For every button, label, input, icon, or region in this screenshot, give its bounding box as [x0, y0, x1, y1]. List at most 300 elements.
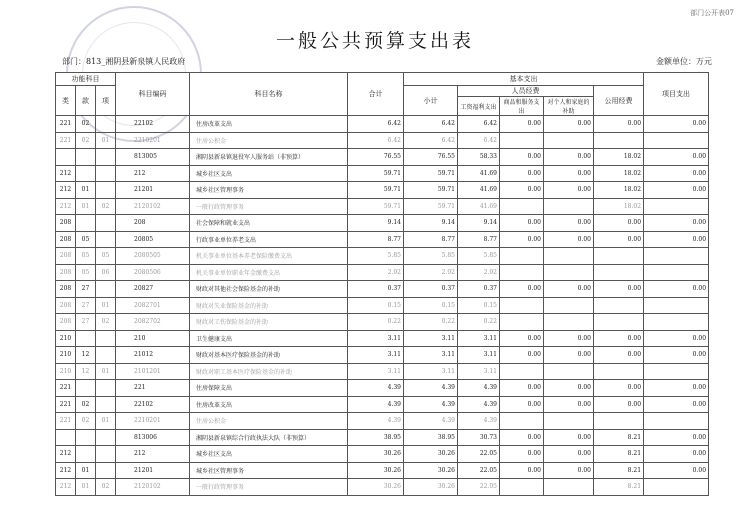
- header-public: 公用经费: [594, 86, 644, 116]
- cell-kuan: 01: [76, 198, 96, 215]
- cell-goods: 0.00: [500, 429, 544, 446]
- table-row: [56, 380, 709, 397]
- cell-subtotal: 30.26: [404, 446, 458, 463]
- table-row: [56, 330, 709, 347]
- cell-project: 0.00: [644, 380, 709, 397]
- cell-code: 20805: [116, 231, 190, 248]
- cell-public: 18.02: [594, 165, 644, 182]
- cell-wages: 2.92: [458, 264, 500, 281]
- table-row: [56, 429, 709, 446]
- cell-subsidy: 0.00: [544, 462, 594, 479]
- cell-total: 4.39: [348, 380, 404, 397]
- cell-subtotal: 59.71: [404, 165, 458, 182]
- cell-xiang: [96, 182, 116, 199]
- cell-code: 22102: [116, 396, 190, 413]
- cell-goods: 0.00: [500, 165, 544, 182]
- cell-project: 0.00: [644, 149, 709, 166]
- cell-lei: 212: [56, 462, 76, 479]
- cell-subtotal: 3.11: [404, 330, 458, 347]
- table-row: [56, 165, 709, 182]
- cell-kuan: 01: [76, 479, 96, 496]
- header-lei: 类: [56, 86, 76, 116]
- cell-name: 城乡社区管理事务: [190, 182, 348, 199]
- cell-subsidy: [544, 413, 594, 430]
- cell-wages: 4.39: [458, 396, 500, 413]
- cell-subtotal: 76.55: [404, 149, 458, 166]
- cell-subsidy: [544, 198, 594, 215]
- cell-total: 3.11: [348, 347, 404, 364]
- table-row: [56, 479, 709, 496]
- cell-project: 0.00: [644, 182, 709, 199]
- cell-name: 财政对工伤保险基金的补助: [190, 314, 348, 331]
- cell-subsidy: 0.00: [544, 330, 594, 347]
- cell-xiang: [96, 116, 116, 133]
- header-subtotal: 小计: [404, 86, 458, 116]
- cell-total: 6.42: [348, 132, 404, 149]
- cell-code: 2120102: [116, 479, 190, 496]
- cell-code: 2120102: [116, 198, 190, 215]
- cell-goods: 0.00: [500, 149, 544, 166]
- cell-subsidy: 0.00: [544, 165, 594, 182]
- cell-wages: 4.39: [458, 380, 500, 397]
- cell-lei: 212: [56, 198, 76, 215]
- table-row: [56, 462, 709, 479]
- table-row: [56, 198, 709, 215]
- cell-subtotal: 0.15: [404, 297, 458, 314]
- cell-kuan: 02: [76, 116, 96, 133]
- cell-lei: 221: [56, 116, 76, 133]
- cell-xiang: 01: [96, 363, 116, 380]
- cell-project: [644, 413, 709, 430]
- cell-lei: 221: [56, 396, 76, 413]
- cell-code: 208: [116, 215, 190, 232]
- cell-subsidy: 0.00: [544, 446, 594, 463]
- cell-project: 0.00: [644, 281, 709, 298]
- cell-code: 21012: [116, 347, 190, 364]
- cell-code: 2080505: [116, 248, 190, 265]
- cell-subtotal: 8.77: [404, 231, 458, 248]
- cell-name: 社会保障和就业支出: [190, 215, 348, 232]
- table-row: [56, 264, 709, 281]
- cell-code: 2082701: [116, 297, 190, 314]
- cell-public: 0.00: [594, 330, 644, 347]
- header-wages: 工资福利支出: [458, 97, 500, 116]
- cell-subtotal: 59.71: [404, 198, 458, 215]
- cell-goods: 0.00: [500, 446, 544, 463]
- cell-code: 22102: [116, 116, 190, 133]
- cell-kuan: 27: [76, 297, 96, 314]
- cell-xiang: [96, 231, 116, 248]
- cell-wages: 41.69: [458, 165, 500, 182]
- cell-public: 18.02: [594, 198, 644, 215]
- page-title: 一般公共预算支出表: [275, 30, 474, 52]
- cell-goods: [500, 132, 544, 149]
- cell-xiang: [96, 215, 116, 232]
- cell-subtotal: 5.85: [404, 248, 458, 265]
- table-row: [56, 149, 709, 166]
- cell-total: 76.55: [348, 149, 404, 166]
- cell-code: 813005: [116, 149, 190, 166]
- cell-wages: 6.42: [458, 132, 500, 149]
- cell-xiang: [96, 149, 116, 166]
- cell-name: 湘阴县新泉镇退役军人服务站（非预算）: [190, 149, 348, 166]
- cell-xiang: [96, 446, 116, 463]
- cell-kuan: 12: [76, 363, 96, 380]
- cell-xiang: [96, 165, 116, 182]
- cell-wages: 3.11: [458, 330, 500, 347]
- cell-project: [644, 479, 709, 496]
- cell-lei: 208: [56, 314, 76, 331]
- cell-project: 0.00: [644, 462, 709, 479]
- cell-code: 2210201: [116, 132, 190, 149]
- cell-total: 30.26: [348, 446, 404, 463]
- cell-name: 城乡社区支出: [190, 165, 348, 182]
- cell-goods: 0.00: [500, 182, 544, 199]
- cell-xiang: [96, 330, 116, 347]
- cell-subsidy: 0.00: [544, 281, 594, 298]
- cell-public: 8.21: [594, 446, 644, 463]
- cell-subtotal: 0.22: [404, 314, 458, 331]
- cell-wages: 22.05: [458, 479, 500, 496]
- cell-lei: [56, 149, 76, 166]
- cell-project: 0.00: [644, 446, 709, 463]
- cell-code: 212: [116, 446, 190, 463]
- table-row: [56, 281, 709, 298]
- cell-code: 21201: [116, 462, 190, 479]
- header-personnel: 人员经费: [458, 86, 594, 97]
- cell-total: 59.71: [348, 165, 404, 182]
- cell-subsidy: 0.00: [544, 380, 594, 397]
- cell-subtotal: 3.11: [404, 347, 458, 364]
- cell-goods: [500, 248, 544, 265]
- cell-lei: 208: [56, 231, 76, 248]
- cell-lei: 221: [56, 132, 76, 149]
- table-row: [56, 396, 709, 413]
- cell-subsidy: 0.00: [544, 429, 594, 446]
- cell-kuan: [76, 215, 96, 232]
- cell-name: 住房保障支出: [190, 380, 348, 397]
- cell-code: 2082702: [116, 314, 190, 331]
- cell-kuan: 05: [76, 231, 96, 248]
- cell-lei: 208: [56, 264, 76, 281]
- header-subject-name: 科目名称: [190, 73, 348, 116]
- cell-subtotal: 4.39: [404, 396, 458, 413]
- cell-name: 行政事业单位养老支出: [190, 231, 348, 248]
- cell-public: 18.02: [594, 149, 644, 166]
- cell-public: 0.00: [594, 116, 644, 133]
- table-row: [56, 314, 709, 331]
- cell-kuan: [76, 446, 96, 463]
- cell-project: [644, 297, 709, 314]
- cell-lei: 208: [56, 215, 76, 232]
- cell-project: [644, 264, 709, 281]
- cell-wages: 58.33: [458, 149, 500, 166]
- cell-public: 0.00: [594, 396, 644, 413]
- cell-total: 59.71: [348, 182, 404, 199]
- cell-code: 20827: [116, 281, 190, 298]
- cell-subsidy: 0.00: [544, 396, 594, 413]
- cell-wages: 22.05: [458, 462, 500, 479]
- cell-wages: 0.37: [458, 281, 500, 298]
- cell-kuan: 01: [76, 462, 96, 479]
- cell-lei: 210: [56, 330, 76, 347]
- cell-goods: [500, 314, 544, 331]
- cell-wages: 22.05: [458, 446, 500, 463]
- cell-public: 0.00: [594, 347, 644, 364]
- cell-project: [644, 198, 709, 215]
- cell-total: 38.95: [348, 429, 404, 446]
- cell-goods: 0.00: [500, 380, 544, 397]
- cell-kuan: [76, 330, 96, 347]
- cell-kuan: [76, 165, 96, 182]
- cell-subtotal: 6.42: [404, 132, 458, 149]
- cell-code: 210: [116, 330, 190, 347]
- cell-lei: 210: [56, 363, 76, 380]
- cell-total: 0.15: [348, 297, 404, 314]
- cell-public: [594, 248, 644, 265]
- table-row: [56, 347, 709, 364]
- cell-total: 30.26: [348, 479, 404, 496]
- cell-code: 2210201: [116, 413, 190, 430]
- cell-lei: [56, 429, 76, 446]
- header-func-subject: 功能科目: [56, 73, 116, 86]
- cell-lei: 208: [56, 297, 76, 314]
- cell-goods: [500, 413, 544, 430]
- cell-lei: 212: [56, 446, 76, 463]
- cell-goods: [500, 363, 544, 380]
- cell-xiang: [96, 380, 116, 397]
- cell-lei: 212: [56, 479, 76, 496]
- cell-wages: 6.42: [458, 116, 500, 133]
- cell-total: 0.22: [348, 314, 404, 331]
- cell-goods: [500, 297, 544, 314]
- cell-goods: 0.00: [500, 231, 544, 248]
- cell-lei: 210: [56, 347, 76, 364]
- cell-project: 0.00: [644, 116, 709, 133]
- cell-xiang: 01: [96, 413, 116, 430]
- cell-kuan: [76, 149, 96, 166]
- header-subject-code: 科目编码: [116, 73, 190, 116]
- cell-project: [644, 132, 709, 149]
- cell-wages: 3.11: [458, 347, 500, 364]
- cell-xiang: 01: [96, 132, 116, 149]
- cell-project: 0.00: [644, 429, 709, 446]
- cell-public: 8.21: [594, 479, 644, 496]
- cell-xiang: 05: [96, 248, 116, 265]
- cell-xiang: 02: [96, 198, 116, 215]
- cell-goods: 0.00: [500, 462, 544, 479]
- cell-wages: 5.85: [458, 248, 500, 265]
- cell-xiang: 01: [96, 297, 116, 314]
- cell-lei: 221: [56, 380, 76, 397]
- cell-goods: 0.00: [500, 116, 544, 133]
- cell-name: 一般行政管理事务: [190, 479, 348, 496]
- cell-wages: 8.77: [458, 231, 500, 248]
- header-kuan: 款: [76, 86, 96, 116]
- cell-public: [594, 132, 644, 149]
- cell-xiang: [96, 462, 116, 479]
- expenditure-table: [55, 72, 709, 496]
- table-row: [56, 297, 709, 314]
- cell-wages: 3.11: [458, 363, 500, 380]
- cell-subsidy: [544, 314, 594, 331]
- header-project: 项目支出: [644, 73, 709, 116]
- cell-kuan: 12: [76, 347, 96, 364]
- table-row: [56, 413, 709, 430]
- cell-name: 财政对职工基本医疗保险基金的补助: [190, 363, 348, 380]
- table-row: [56, 182, 709, 199]
- cell-name: 财政对失业保险基金的补助: [190, 297, 348, 314]
- cell-total: 4.39: [348, 396, 404, 413]
- cell-subtotal: 3.11: [404, 363, 458, 380]
- table-row: [56, 248, 709, 265]
- cell-xiang: 02: [96, 314, 116, 331]
- header-goods: 商品和服务支出: [500, 97, 544, 116]
- cell-name: 住房公积金: [190, 132, 348, 149]
- cell-code: 221: [116, 380, 190, 397]
- cell-xiang: [96, 281, 116, 298]
- cell-subsidy: 0.00: [544, 215, 594, 232]
- cell-total: 9.14: [348, 215, 404, 232]
- cell-public: 8.21: [594, 429, 644, 446]
- cell-xiang: [96, 347, 116, 364]
- cell-name: 机关事业单位基本养老保险缴费支出: [190, 248, 348, 265]
- cell-public: 0.00: [594, 281, 644, 298]
- cell-name: 机关事业单位职业年金缴费支出: [190, 264, 348, 281]
- header-basic-expense: 基本支出: [404, 73, 644, 86]
- cell-total: 5.85: [348, 248, 404, 265]
- cell-code: 813006: [116, 429, 190, 446]
- cell-public: 0.00: [594, 231, 644, 248]
- table-row: [56, 231, 709, 248]
- cell-subtotal: 4.39: [404, 413, 458, 430]
- cell-name: 住房公积金: [190, 413, 348, 430]
- cell-total: 6.42: [348, 116, 404, 133]
- cell-goods: 0.00: [500, 347, 544, 364]
- cell-goods: 0.00: [500, 396, 544, 413]
- cell-subsidy: [544, 363, 594, 380]
- cell-kuan: 02: [76, 413, 96, 430]
- cell-subtotal: 59.71: [404, 182, 458, 199]
- table-row: [56, 363, 709, 380]
- cell-name: 住房改革支出: [190, 116, 348, 133]
- cell-subsidy: 0.00: [544, 347, 594, 364]
- cell-code: 2080506: [116, 264, 190, 281]
- cell-name: 卫生健康支出: [190, 330, 348, 347]
- cell-goods: 0.00: [500, 215, 544, 232]
- cell-public: [594, 264, 644, 281]
- cell-public: [594, 363, 644, 380]
- cell-code: 212: [116, 165, 190, 182]
- cell-name: 住房改革支出: [190, 396, 348, 413]
- cell-public: 18.02: [594, 182, 644, 199]
- table-row: [56, 116, 709, 133]
- cell-name: 财政对基本医疗保险基金的补助: [190, 347, 348, 364]
- cell-project: 0.00: [644, 347, 709, 364]
- header-xiang: 项: [96, 86, 116, 116]
- cell-kuan: [76, 429, 96, 446]
- cell-project: [644, 363, 709, 380]
- cell-wages: 0.15: [458, 297, 500, 314]
- cell-wages: 30.73: [458, 429, 500, 446]
- cell-kuan: 05: [76, 248, 96, 265]
- cell-total: 30.26: [348, 462, 404, 479]
- table-row: [56, 132, 709, 149]
- cell-kuan: 02: [76, 132, 96, 149]
- cell-subsidy: [544, 479, 594, 496]
- cell-total: 2.92: [348, 264, 404, 281]
- cell-xiang: [96, 429, 116, 446]
- cell-goods: [500, 264, 544, 281]
- cell-project: [644, 314, 709, 331]
- cell-total: 4.39: [348, 413, 404, 430]
- cell-project: 0.00: [644, 330, 709, 347]
- cell-name: 一般行政管理事务: [190, 198, 348, 215]
- cell-xiang: [96, 396, 116, 413]
- cell-kuan: 05: [76, 264, 96, 281]
- cell-lei: 221: [56, 413, 76, 430]
- cell-goods: 0.00: [500, 330, 544, 347]
- unit-label: 金额单位：万元: [656, 57, 712, 66]
- cell-subsidy: 0.00: [544, 182, 594, 199]
- cell-xiang: 06: [96, 264, 116, 281]
- cell-subtotal: 38.95: [404, 429, 458, 446]
- cell-wages: 0.22: [458, 314, 500, 331]
- cell-subtotal: 0.37: [404, 281, 458, 298]
- cell-wages: 41.69: [458, 198, 500, 215]
- cell-name: 财政对其他社会保险基金的补助: [190, 281, 348, 298]
- cell-subsidy: [544, 297, 594, 314]
- cell-project: [644, 248, 709, 265]
- cell-name: 城乡社区管理事务: [190, 462, 348, 479]
- cell-kuan: 27: [76, 281, 96, 298]
- cell-project: 0.00: [644, 396, 709, 413]
- cell-name: 湘阴县新泉镇综合行政执法大队（非预算）: [190, 429, 348, 446]
- cell-lei: 208: [56, 248, 76, 265]
- cell-lei: 212: [56, 165, 76, 182]
- cell-subsidy: [544, 264, 594, 281]
- cell-project: 0.00: [644, 215, 709, 232]
- cell-public: 0.00: [594, 215, 644, 232]
- department-label: 部门：813_湘阴县新泉镇人民政府: [62, 57, 186, 66]
- header-subsidy: 对个人和家庭的补助: [544, 97, 594, 116]
- cell-subtotal: 2.92: [404, 264, 458, 281]
- cell-kuan: [76, 380, 96, 397]
- cell-subsidy: 0.00: [544, 149, 594, 166]
- cell-total: 3.11: [348, 363, 404, 380]
- cell-subtotal: 9.14: [404, 215, 458, 232]
- cell-subsidy: [544, 132, 594, 149]
- cell-subsidy: 0.00: [544, 231, 594, 248]
- cell-lei: 208: [56, 281, 76, 298]
- cell-name: 城乡社区支出: [190, 446, 348, 463]
- cell-total: 59.71: [348, 198, 404, 215]
- cell-kuan: 02: [76, 396, 96, 413]
- table-row: [56, 446, 709, 463]
- cell-project: 0.00: [644, 231, 709, 248]
- cell-code: 2101201: [116, 363, 190, 380]
- cell-goods: 0.00: [500, 281, 544, 298]
- cell-project: 0.00: [644, 165, 709, 182]
- cell-public: [594, 297, 644, 314]
- cell-total: 0.37: [348, 281, 404, 298]
- cell-wages: 4.39: [458, 413, 500, 430]
- cell-wages: 41.69: [458, 182, 500, 199]
- cell-lei: 212: [56, 182, 76, 199]
- cell-subtotal: 4.39: [404, 380, 458, 397]
- cell-subtotal: 30.26: [404, 479, 458, 496]
- cell-public: [594, 413, 644, 430]
